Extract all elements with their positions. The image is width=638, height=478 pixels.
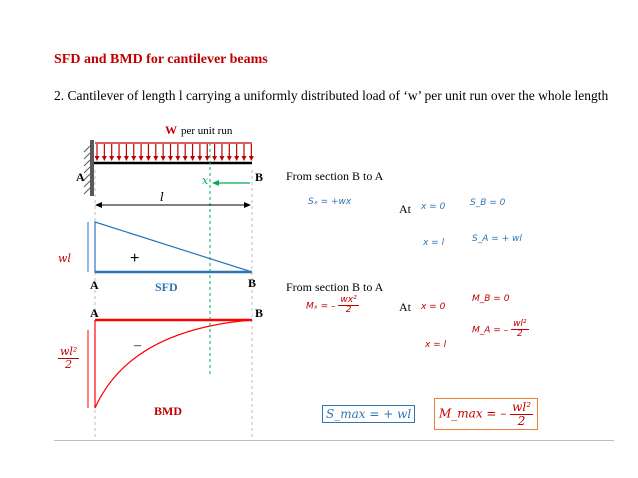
smax-box: S_max = + wl: [322, 405, 415, 423]
udl-arrowhead: [168, 156, 173, 161]
bmd-mx-lhs: Mₓ = –: [306, 301, 336, 312]
udl-arrowhead: [146, 156, 151, 161]
bmd-curve: [95, 320, 252, 408]
udl-arrowhead: [175, 156, 180, 161]
sfd-label: SFD: [155, 280, 178, 294]
bmd-ma: [472, 320, 529, 340]
udl-arrowhead: [131, 156, 136, 161]
udl-arrowhead: [153, 156, 158, 161]
udl-arrowhead: [117, 156, 122, 161]
sfd-equation: Sₓ = +wx: [308, 197, 352, 207]
problem-statement: 2. Cantilever of length l carrying a uniformly distributed load of ‘w’ per unit run over the whole length: [54, 88, 609, 103]
udl-arrowhead: [139, 156, 144, 161]
mmax-den: 2: [517, 413, 526, 428]
bmd-section-text: From section B to A: [286, 280, 384, 294]
bmd-ma-den: 2: [516, 329, 523, 340]
load-w: W: [165, 123, 177, 137]
bmd-wl2-den: 2: [65, 357, 73, 371]
udl-arrowhead: [190, 156, 195, 161]
sfd-x0: x = 0: [421, 202, 446, 212]
udl-arrowhead: [205, 156, 210, 161]
bmd-ma-lhs: M_A = –: [472, 325, 509, 336]
bmd-mx-den: 2: [345, 305, 352, 316]
load-per-unit-run: per unit run: [181, 125, 233, 137]
sfd-section-text: From section B to A: [286, 169, 384, 183]
bmd-wl2-label: [58, 346, 79, 370]
bmd-xl: x = l: [425, 340, 447, 350]
udl-arrowhead: [212, 156, 217, 161]
bmd-mb: M_B = 0: [472, 294, 510, 304]
section-x-label: x: [202, 174, 209, 187]
fixed-support-icon: [84, 140, 94, 196]
sfd-shape: [95, 222, 252, 272]
udl-arrowhead: [249, 156, 254, 161]
mmax-lhs: M_max = –: [439, 406, 507, 421]
bmd-equation: [306, 296, 359, 316]
udl-arrowhead: [95, 156, 100, 161]
bmd-ma-num: wl²: [513, 319, 527, 329]
bmd-x0: x = 0: [421, 302, 446, 312]
mmax-box: [434, 398, 538, 430]
sfd-sb: S_B = 0: [470, 198, 506, 208]
udl-arrowhead: [197, 156, 202, 161]
sfd-wl-label: wl: [58, 252, 71, 265]
sfd-sa: S_A = + wl: [472, 234, 522, 244]
dimension-arrow-left: [95, 202, 102, 208]
udl-arrowhead: [234, 156, 239, 161]
beam-point-a: A: [76, 170, 85, 184]
beam-point-b: B: [255, 170, 264, 184]
bmd-mx-num: wx²: [340, 295, 357, 305]
sfd-point-b: B: [248, 276, 257, 290]
bmd-point-a: A: [90, 306, 99, 320]
bmd-point-b: B: [255, 306, 264, 320]
udl-arrowhead: [124, 156, 129, 161]
udl-arrow-set: [95, 144, 254, 161]
bmd-at: At: [399, 300, 411, 314]
bmd-label: BMD: [154, 404, 182, 418]
mmax-num: wl²: [512, 400, 532, 414]
sfd-plus-sign: +: [130, 250, 140, 267]
bmd-minus-sign: –: [134, 338, 141, 353]
sfd-at: At: [399, 202, 411, 216]
udl-arrowhead: [219, 156, 224, 161]
bottom-divider: [54, 440, 614, 441]
udl-arrowhead: [227, 156, 232, 161]
udl-arrowhead: [242, 156, 247, 161]
dimension-arrow-right: [244, 202, 251, 208]
udl-arrowhead: [102, 156, 107, 161]
udl-arrowhead: [161, 156, 166, 161]
section-x-arrowhead: [212, 180, 219, 186]
page-title: SFD and BMD for cantilever beams: [54, 52, 268, 67]
bmd-wl2-num: wl²: [60, 345, 78, 358]
length-label: l: [160, 190, 164, 204]
udl-arrowhead: [109, 156, 114, 161]
sfd-xl: x = l: [423, 238, 445, 248]
sfd-point-a: A: [90, 278, 99, 292]
udl-arrowhead: [183, 156, 188, 161]
